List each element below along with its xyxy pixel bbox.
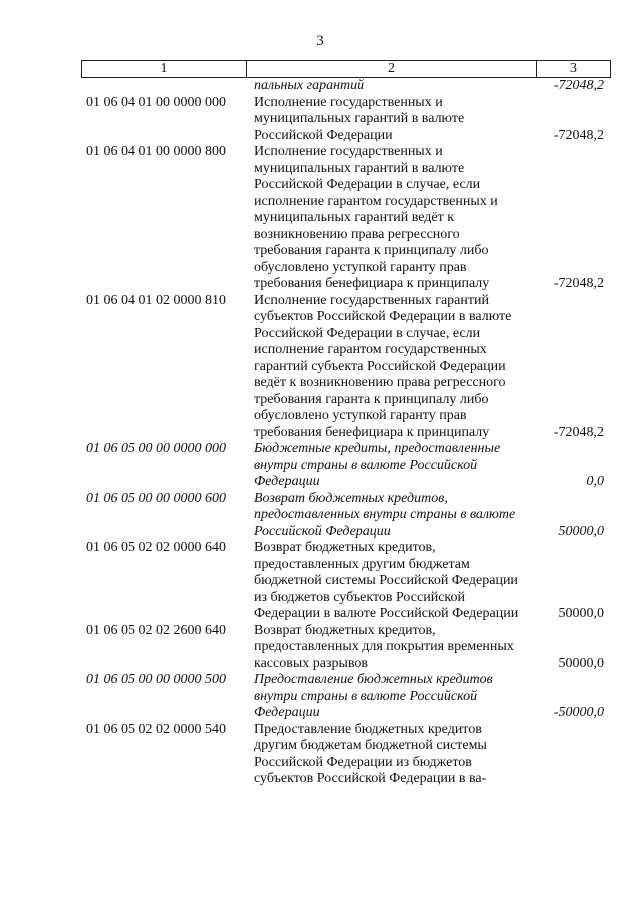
row-code: 01 06 05 02 02 0000 540 bbox=[86, 721, 226, 737]
row-value: -50000,0 bbox=[553, 705, 604, 720]
row-description: Предоставление бюджетных кредитов внутри страны в валюте Российской Федерации bbox=[254, 672, 493, 720]
table-row bbox=[0, 441, 640, 491]
row-value: 0,0 bbox=[586, 474, 604, 489]
row-value: 50000,0 bbox=[558, 523, 604, 539]
table-row bbox=[0, 623, 640, 673]
table-row bbox=[0, 144, 640, 293]
table-row bbox=[0, 540, 640, 623]
row-code bbox=[0, 78, 254, 95]
row-value: -72048,2 bbox=[553, 424, 604, 440]
table-body bbox=[0, 78, 640, 788]
table-header bbox=[81, 60, 611, 78]
row-value: -72048,2 bbox=[553, 276, 604, 291]
row-description: Возврат бюджетных кредитов, предоставленных внутри страны в валюте Российской Федерации bbox=[254, 490, 516, 539]
row-code: 01 06 05 00 00 0000 600 bbox=[86, 490, 226, 506]
row-value: 50000,0 bbox=[558, 606, 604, 621]
table-row bbox=[0, 95, 640, 145]
row-description: Исполнение государственных и муниципальных гарантий в валюте Российской Федерации bbox=[254, 94, 465, 143]
row-code: 01 06 04 01 00 0000 000 bbox=[86, 94, 226, 110]
table-row bbox=[0, 722, 640, 788]
row-description: Бюджетные кредиты, предоставленные внутри страны в валюте Российской Федерации bbox=[254, 441, 501, 489]
row-code: 01 06 05 02 02 2600 640 bbox=[86, 622, 226, 638]
row-description: Исполнение государственных гарантий субъектов Российской Федерации в валюте Российской Федерации в случае, если исполнение гарантом государственных гарантий субъекта Российской Федерации ведёт к возникновению права регрессного требования гаранта к принципалу либо обусловлено уступкой гаранту прав требования бенефициара к принципалу bbox=[254, 292, 512, 440]
row-code: 01 06 05 02 02 0000 640 bbox=[86, 540, 226, 555]
row-description: Исполнение государственных и муниципальных гарантий в валюте Российской Федерации в случае, если исполнение гарантом государственных и муниципальных гарантий ведёт к возникновению права регрессного требования гаранта к принципалу либо обусловлено уступкой гаранту прав требования бенефициара к принципалу bbox=[254, 144, 498, 291]
row-code: 01 06 04 01 02 0000 810 bbox=[86, 292, 226, 308]
row-description: Возврат бюджетных кредитов, предоставленных для покрытия временных кассовых разрывов bbox=[254, 622, 514, 671]
row-description: Предоставление бюджетных кредитов другим бюджетам бюджетной системы Российской Федерации из бюджетов субъектов Российской Федерации в ва- bbox=[254, 721, 487, 786]
header-col-2: 2 bbox=[247, 61, 537, 77]
row-description: пальных гарантий bbox=[254, 78, 365, 93]
row-value: 50000,0 bbox=[558, 655, 604, 671]
table-row bbox=[0, 293, 640, 442]
row-code: 01 06 04 01 00 0000 800 bbox=[86, 144, 226, 159]
header-col-3: 3 bbox=[570, 61, 577, 76]
page-number: 3 bbox=[316, 33, 324, 49]
table-row bbox=[0, 78, 640, 95]
row-value: -72048,2 bbox=[553, 78, 604, 93]
header-col-1: 1 bbox=[82, 61, 247, 77]
table-row bbox=[0, 491, 640, 541]
row-code: 01 06 05 00 00 0000 000 bbox=[86, 441, 226, 456]
row-description: Возврат бюджетных кредитов, предоставленных другим бюджетам бюджетной системы Российской Федерации из бюджетов субъектов Российской Федерации в валюте Российской Федерации bbox=[254, 540, 519, 621]
row-code: 01 06 05 00 00 0000 500 bbox=[86, 672, 226, 687]
table-row bbox=[0, 672, 640, 722]
row-value: -72048,2 bbox=[553, 127, 604, 143]
